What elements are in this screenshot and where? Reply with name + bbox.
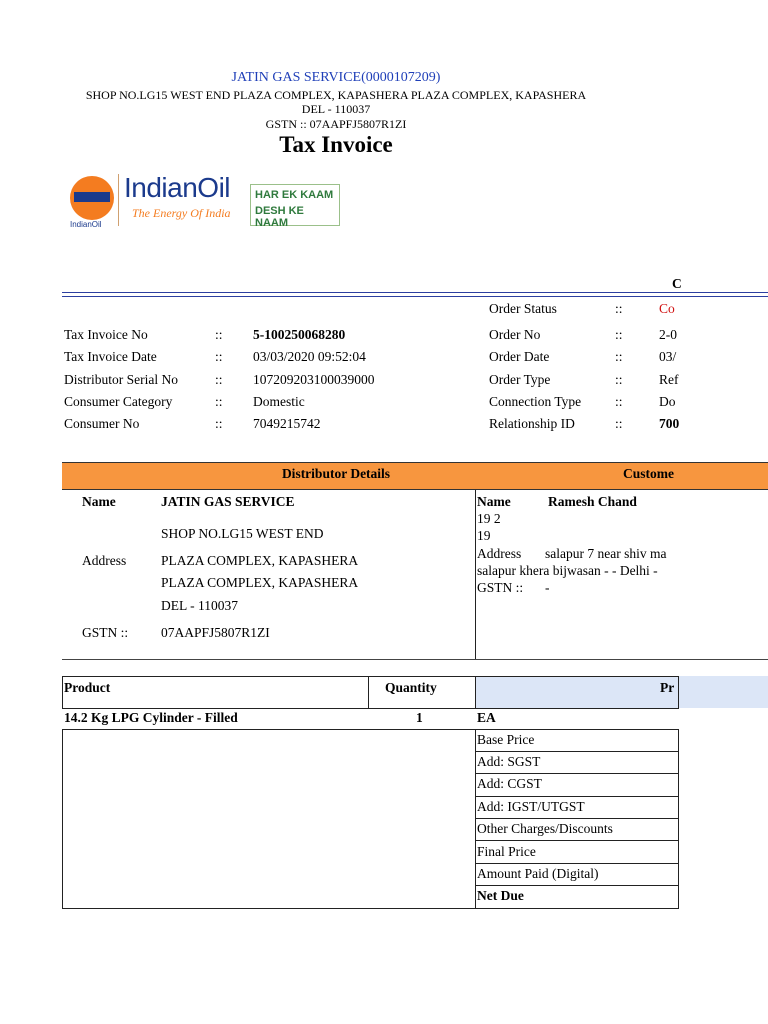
separator: :: xyxy=(215,372,223,387)
row-divider xyxy=(475,885,679,886)
separator: :: xyxy=(615,372,623,387)
row-divider xyxy=(475,863,679,864)
price-line-amount-paid: Amount Paid (Digital) xyxy=(477,866,599,881)
tax-invoice-date-label: Tax Invoice Date xyxy=(64,349,157,364)
table-right-border xyxy=(678,729,679,909)
tax-invoice-no-value: 5-100250068280 xyxy=(253,327,346,342)
separator: :: xyxy=(215,394,223,409)
separator: :: xyxy=(215,349,223,364)
order-status-value: Co xyxy=(659,301,675,316)
separator: :: xyxy=(615,349,623,364)
product-name: 14.2 Kg LPG Cylinder - Filled xyxy=(64,710,238,725)
row-divider xyxy=(475,818,679,819)
customer-name-value: Ramesh Chand xyxy=(548,494,637,509)
price-line-final: Final Price xyxy=(477,844,536,859)
logo-divider xyxy=(118,174,119,226)
distributor-address-label: Address xyxy=(82,553,127,568)
indianoil-emblem-band xyxy=(74,192,110,202)
indianoil-small-text: IndianOil xyxy=(70,220,102,229)
indianoil-tagline: The Energy Of India xyxy=(132,206,231,220)
consumer-no-label: Consumer No xyxy=(64,416,140,431)
consumer-category-value: Domestic xyxy=(253,394,305,409)
table-left-border xyxy=(62,729,63,909)
order-status-label: Order Status xyxy=(489,301,557,316)
distributor-details-heading: Distributor Details xyxy=(281,466,391,481)
connection-type-label: Connection Type xyxy=(489,394,582,409)
distributor-city-line: DEL - 110037 xyxy=(301,102,371,116)
separator: :: xyxy=(615,394,623,409)
tax-invoice-date-value: 03/03/2020 09:52:04 xyxy=(253,349,366,364)
indianoil-brand: IndianOil xyxy=(124,172,231,203)
page-title: Tax Invoice xyxy=(279,132,393,157)
column-header-price: Pr xyxy=(660,680,675,695)
consumer-no-value: 7049215742 xyxy=(253,416,321,431)
row-divider xyxy=(475,796,679,797)
price-line-other: Other Charges/Discounts xyxy=(477,821,613,836)
column-header-product: Product xyxy=(64,680,111,695)
distributor-title: JATIN GAS SERVICE(0000107209) xyxy=(231,70,441,85)
distributor-address-line: SHOP NO.LG15 WEST END PLAZA COMPLEX, KAPASHERA PLAZA COMPLEX, KAPASHERA xyxy=(85,88,587,102)
order-date-value: 03/ xyxy=(659,349,677,364)
indianoil-logo xyxy=(70,172,340,232)
row-divider xyxy=(475,773,679,774)
order-type-label: Order Type xyxy=(489,372,551,387)
price-line-net-due: Net Due xyxy=(477,888,524,903)
row-divider xyxy=(62,729,679,730)
row-divider xyxy=(475,840,679,841)
order-date-label: Order Date xyxy=(489,349,550,364)
distributor-name-value: JATIN GAS SERVICE xyxy=(161,494,295,509)
separator: :: xyxy=(215,327,223,342)
badge-line-2: DESH KE NAAM xyxy=(255,205,304,229)
distributor-serial-value: 107209203100039000 xyxy=(253,372,375,387)
partial-header-char: C xyxy=(672,276,682,291)
column-divider xyxy=(368,676,369,709)
tax-invoice-no-label: Tax Invoice No xyxy=(64,327,148,342)
column-divider xyxy=(475,676,476,709)
details-column-divider xyxy=(475,490,476,660)
connection-type-value: Do xyxy=(659,394,676,409)
order-type-value: Ref xyxy=(659,372,679,387)
price-line-base: Base Price xyxy=(477,732,535,747)
divider xyxy=(62,296,768,297)
distributor-gstn-value: 07AAPFJ5807R1ZI xyxy=(161,625,270,640)
distributor-address-line-3: PLAZA COMPLEX, KAPASHERA xyxy=(161,575,359,590)
price-line-igst: Add: IGST/UTGST xyxy=(477,799,585,814)
separator: :: xyxy=(215,416,223,431)
order-no-label: Order No xyxy=(489,327,541,342)
relationship-id-value: 700 xyxy=(659,416,680,431)
divider xyxy=(62,659,768,660)
product-unit: EA xyxy=(477,710,496,725)
customer-address-label: Address xyxy=(477,546,522,561)
distributor-gstn-line: GSTN :: 07AAPFJ5807R1ZI xyxy=(265,117,407,131)
separator: :: xyxy=(615,301,623,316)
har-ek-kaam-badge xyxy=(250,184,340,229)
column-header-quantity: Quantity xyxy=(385,680,437,695)
relationship-id-label: Relationship ID xyxy=(489,416,575,431)
distributor-gstn-label: GSTN :: xyxy=(82,625,129,640)
product-table-header xyxy=(62,676,679,709)
distributor-name-label: Name xyxy=(82,494,116,509)
row-divider xyxy=(475,751,679,752)
table-bottom-border xyxy=(62,908,679,909)
distributor-address-line-4: DEL - 110037 xyxy=(161,598,238,613)
customer-address-line-2: salapur khera bijwasan - - Delhi - xyxy=(477,563,658,578)
distributor-serial-label: Distributor Serial No xyxy=(64,372,178,387)
price-line-cgst: Add: CGST xyxy=(477,776,542,791)
badge-line-1: HAR EK KAAM xyxy=(255,189,334,201)
distributor-address-line-2: PLAZA COMPLEX, KAPASHERA xyxy=(161,553,359,568)
customer-address-line-1: salapur 7 near shiv ma xyxy=(545,546,667,561)
product-quantity: 1 xyxy=(416,710,423,725)
price-line-sgst: Add: SGST xyxy=(477,754,541,769)
customer-details-heading: Custome xyxy=(623,466,674,481)
divider xyxy=(62,292,768,293)
order-no-value: 2-0 xyxy=(659,327,677,342)
customer-name-label: Name xyxy=(477,494,511,509)
separator: :: xyxy=(615,416,623,431)
customer-line-2: 19 xyxy=(477,528,491,543)
separator: :: xyxy=(615,327,623,342)
customer-line-1: 19 2 xyxy=(477,511,501,526)
consumer-category-label: Consumer Category xyxy=(64,394,173,409)
distributor-address-line-1: SHOP NO.LG15 WEST END xyxy=(161,526,324,541)
customer-gstn-value: - xyxy=(545,580,550,595)
price-column-divider xyxy=(475,729,476,909)
customer-gstn-label: GSTN :: xyxy=(477,580,524,595)
